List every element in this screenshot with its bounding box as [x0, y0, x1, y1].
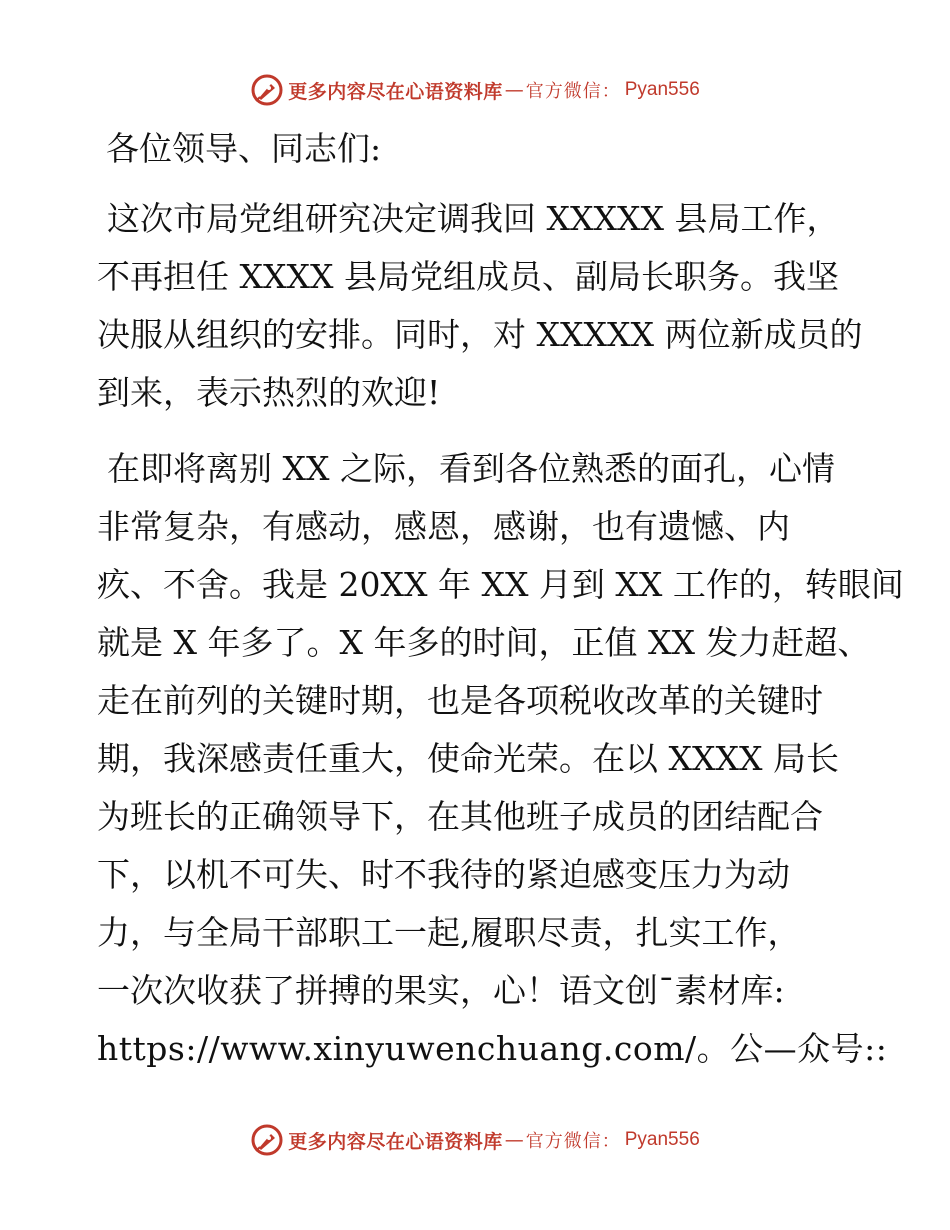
paragraph-line: 这次市局党组研究决定调我回 XXXXX 县局工作， [107, 199, 840, 238]
banner-separator: — [504, 79, 524, 101]
banner-brand-text: 更多内容尽在心语资料库 [288, 80, 503, 103]
footer-banner [0, 1120, 950, 1160]
paragraph-line-url: https://www.xinyuwenchuang.com/。公—众号:: [97, 1029, 888, 1068]
banner-official-label: 官方微信： [525, 81, 621, 102]
paragraph-line: 疚、不舍。我是 20XX 年 XX 月到 XX 工作的，转眼间 [97, 565, 904, 604]
paragraph-line: 一次次收获了拼搏的果实，心！语文创¯素材库: [97, 971, 785, 1010]
paragraph-line: 走在前列的关键时期，也是各项税收改革的关键时 [97, 681, 823, 720]
paragraph-line: 在即将离别 XX 之际，看到各位熟悉的面孔，心情 [107, 449, 835, 488]
header-banner [0, 70, 950, 110]
pen-nib-circle-icon [250, 73, 284, 107]
banner-separator: — [504, 1129, 524, 1151]
paragraph-line: 力，与全局干部职工一起,履职尽责，扎实工作， [97, 913, 801, 952]
paragraph-line: 就是 X 年多了。X 年多的时间，正值 XX 发力赶超、 [97, 623, 871, 662]
speech-paragraph-2 [97, 440, 904, 1078]
paragraph-line: 为班长的正确领导下，在其他班子成员的团结配合 [97, 797, 823, 836]
speech-paragraph-1 [97, 190, 862, 422]
paragraph-line: 决服从组织的安排。同时，对 XXXXX 两位新成员的 [97, 315, 863, 354]
pen-nib-circle-icon [250, 1123, 284, 1157]
paragraph-line: 不再担任 XXXX 县局党组成员、副局长职务。我坚 [97, 257, 839, 296]
paragraph-line: 到来，表示热烈的欢迎! [97, 373, 441, 412]
paragraph-line: 下，以机不可失、时不我待的紧迫感变压力为动 [97, 855, 790, 894]
banner-account-id: Pyan556 [624, 79, 700, 100]
banner-brand-text: 更多内容尽在心语资料库 [288, 1130, 503, 1153]
paragraph-line: 非常复杂，有感动，感恩，感谢，也有遗憾、内 [97, 507, 790, 546]
speech-greeting: 各位领导、同志们: [106, 129, 382, 168]
paragraph-line: 期，我深感责任重大，使命光荣。在以 XXXX 局长 [97, 739, 839, 778]
banner-official-label: 官方微信： [525, 1131, 621, 1152]
banner-account-id: Pyan556 [624, 1129, 700, 1150]
